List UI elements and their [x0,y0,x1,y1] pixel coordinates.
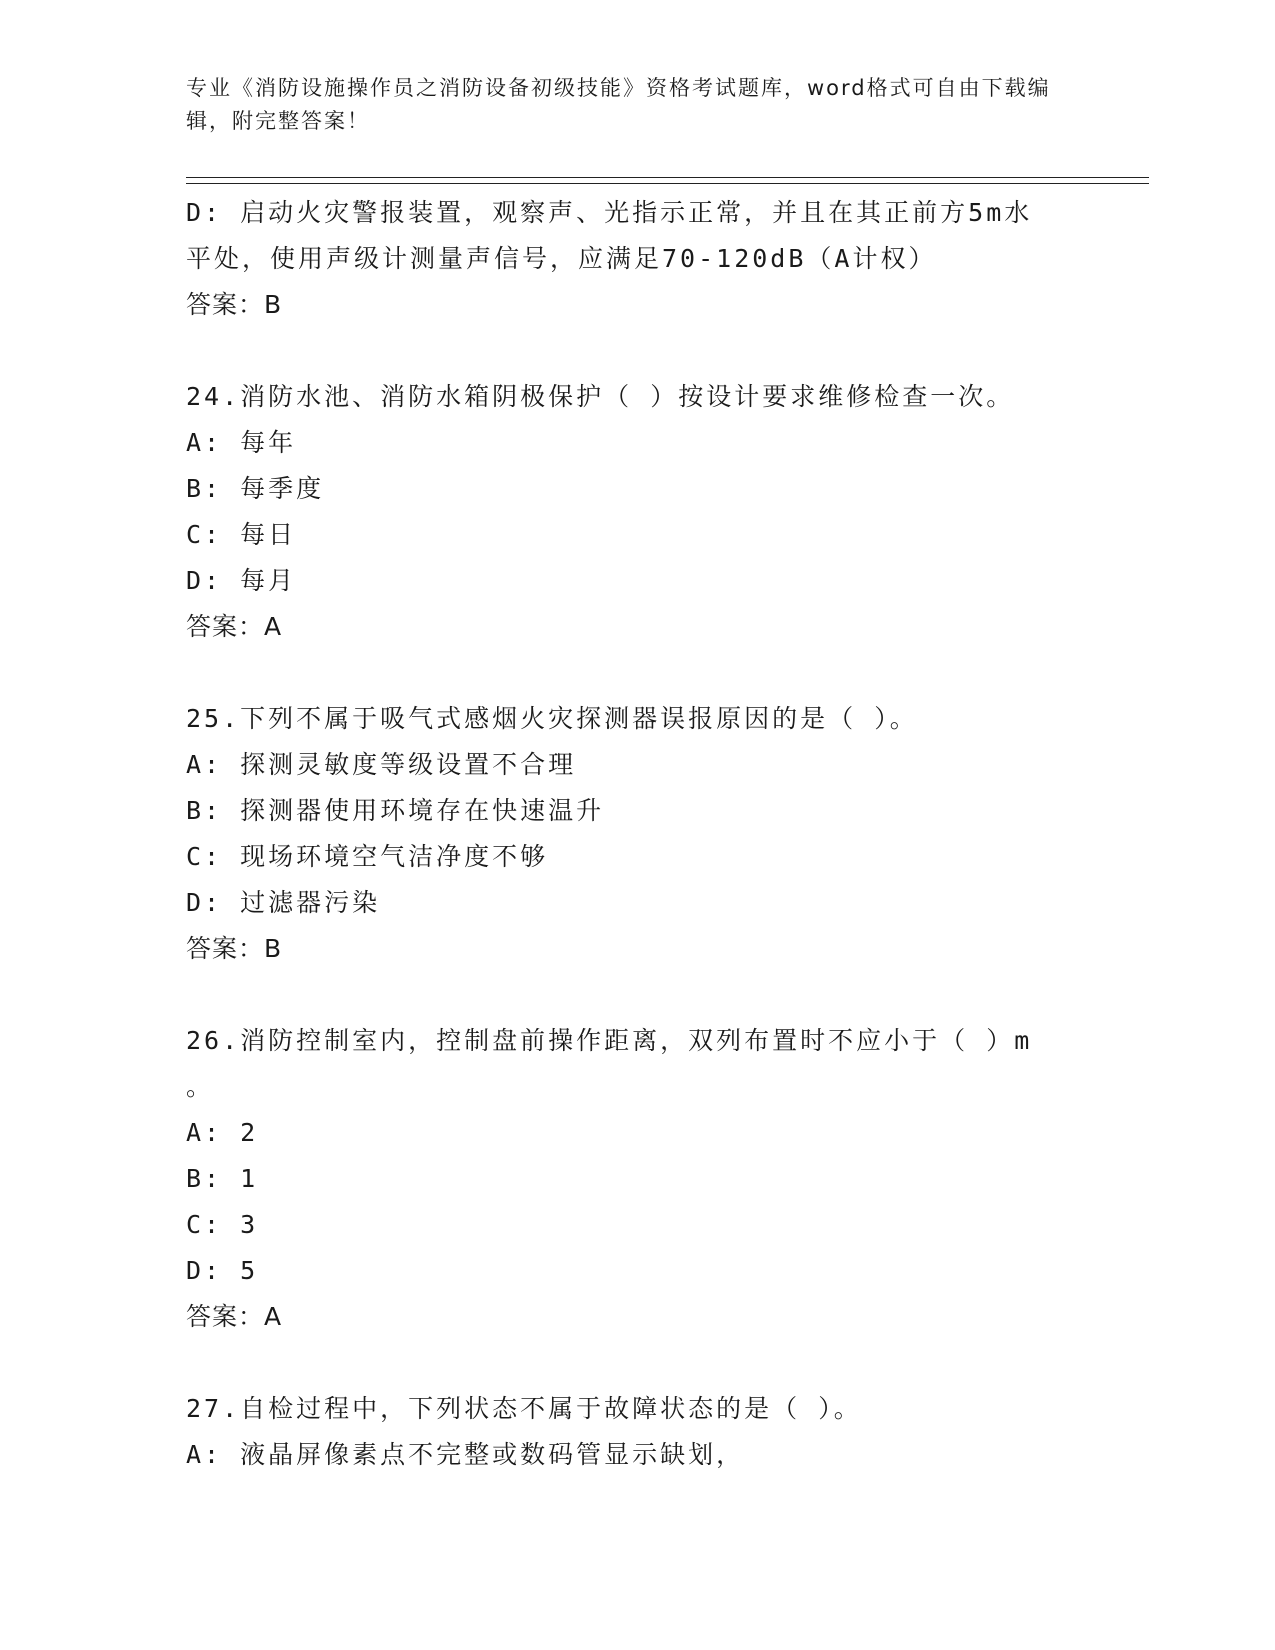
option-a: A: 2 [186,1118,259,1147]
question-stem: 27.自检过程中，下列状态不属于故障状态的是（ ）。 [186,1394,862,1423]
option-c: C: 每日 [186,520,297,549]
question-stem: 24.消防水池、消防水箱阴极保护（ ）按设计要求维修检查一次。 [186,382,1015,411]
document-header [186,72,1066,138]
option-a: A: 液晶屏像素点不完整或数码管显示缺划， [186,1440,745,1469]
header-title: 专业《消防设施操作员之消防设备初级技能》资格考试题库，word格式可自由下载编辑，附完整答案！ [186,76,1051,133]
question-24 [186,374,1066,650]
option-b: B: 1 [186,1164,259,1193]
question-26 [186,1018,1066,1340]
option-d-continued: 平处，使用声级计测量声信号，应满足70-120dB（A计权） [186,244,937,273]
option-d: D: 过滤器污染 [186,888,381,917]
option-c: C: 现场环境空气洁净度不够 [186,842,549,871]
spacer [186,650,1066,696]
question-27 [186,1386,1066,1478]
answer: 答案：A [186,1302,283,1331]
spacer [186,972,1066,1018]
option-a: A: 每年 [186,428,297,457]
header-divider-top [186,177,1149,178]
option-d: D: 每月 [186,566,297,595]
option-c: C: 3 [186,1210,259,1239]
header-divider-bottom [186,183,1149,184]
option-d: D: 启动火灾警报装置，观察声、光指示正常，并且在其正前方5m水 [186,198,1033,227]
option-b: B: 每季度 [186,474,325,503]
option-b: B: 探测器使用环境存在快速温升 [186,796,605,825]
question-25 [186,696,1066,972]
spacer [186,1340,1066,1386]
question-stem-continued: 。 [186,1072,212,1101]
spacer [186,328,1066,374]
question-content [186,190,1066,1478]
option-d: D: 5 [186,1256,259,1285]
answer: 答案：A [186,612,283,641]
answer: 答案：B [186,290,283,319]
option-a: A: 探测灵敏度等级设置不合理 [186,750,577,779]
question-stem: 25.下列不属于吸气式感烟火灾探测器误报原因的是（ ）。 [186,704,918,733]
answer: 答案：B [186,934,283,963]
question-stem: 26.消防控制室内，控制盘前操作距离，双列布置时不应小于（ ）m [186,1026,1033,1055]
question-23-remainder [186,190,1066,328]
